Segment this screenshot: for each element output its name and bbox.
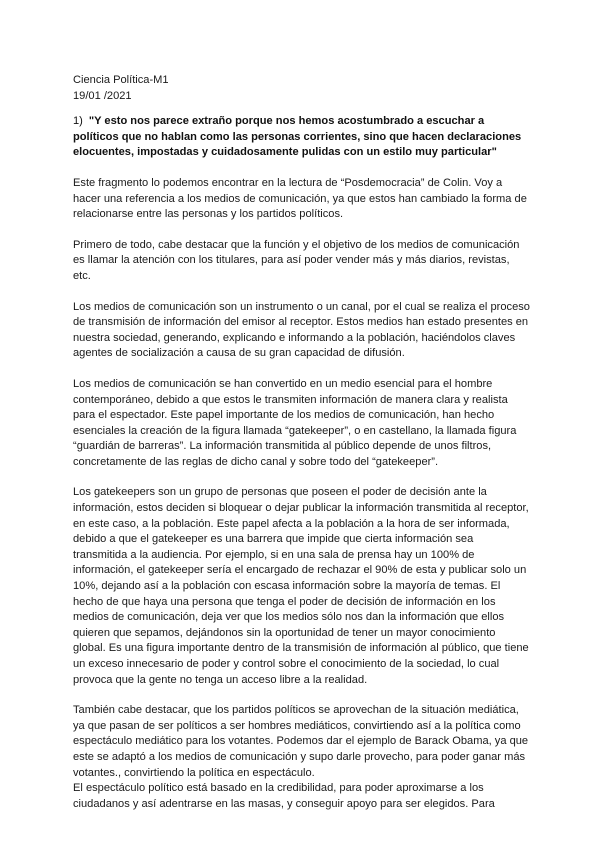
course-name: Ciencia Política-M1 [73,74,169,86]
document-date: 19/01 /2021 [73,89,132,102]
paragraph-political-spectacle: El espectáculo político está basado en la credibilidad, para poder aproximarse a los ciudadanos y así adentrarse en las masas, y conseguir apoyo para ser elegidos. Para [73,782,495,810]
paragraph-media-definition: Los medios de comunicación son un instrumento o un canal, por el cual se realiza el proceso de transmisión de información del emisor al receptor. Estos medios han estado presentes en nuestra sociedad, generando, explicando e informando a la población, haciéndolos claves agentes de socialización a causa de su gran capacidad de difusión. [73,300,530,360]
paragraph-gatekeepers: Los gatekeepers son un grupo de personas que poseen el poder de decisión ante la información, estos deciden si bloquear o dejar publicar la información transmitida al receptor, en este caso, a la población. Este papel afecta a la población a la hora de ser informada, debido a que el gatekeeper es una barrera que impide que cierta información sea transmitida a la audiencia. Por ejemplo, si en una sala de prensa hay un 100% de información, el gatekeeper sería el encargado de rechazar el 90% de esta y publicar solo un 10%, dejando así a la población con escasa información sobre la mayoría de temas. El hecho de que haya una persona que tenga el poder de decisión de información en los medios de comunicación, deja ver que los medios sólo nos dan la información que ellos quieren que sepamos, dejándonos sin la oportunidad de tener un mayor conocimiento global. Es una figura importante dentro de la transmisión de información al público, que tiene un exceso innecesario de poder y control sobre el conocimiento de la sociedad, lo cual provoca que la gente no tenga un acceso libre a la realidad. [73,486,529,686]
paragraph-media-function: Primero de todo, cabe destacar que la función y el objetivo de los medios de comunicación es llamar la atención con los titulares, para así poder vender más y más diarios, revistas, etc. [73,238,520,282]
paragraph-intro: Este fragmento lo podemos encontrar en la lectura de “Posdemocracia” de Colin. Voy a hacer una referencia a los medios de comunicación, ya que estos han cambiado la forma de relacionarse entre las personas y los partidos políticos. [73,176,527,221]
paragraph-gatekeeper-intro: Los medios de comunicación se han convertido en un medio esencial para el hombre contemporáneo, debido a que estos le transmiten información de manera clara y realista para el espectador. Este papel importante de los medios de comunicación, han hecho esenciales la creación de la figura llamada “gatekeeper”, o en castellano, la llamada figura “guardián de barreras”. La información transmitida al público depende de unos filtros, concretamente de las reglas de dicho canal y sobre todo del “gatekeeper”. [73,377,517,468]
question-text: "Y esto nos parece extraño porque nos hemos acostumbrado a escuchar a políticos que no hablan como las personas corrientes, sino que hacen declaraciones elocuentes, impostadas y cuidadosamente pulidas con un estilo muy particular" [73,115,522,159]
paragraph-political-parties: También cabe destacar, que los partidos políticos se aprovechan de la situación mediática, ya que pasan de ser políticos a ser hombres mediáticos, convirtiendo así a la política como espectáculo mediático para los votantes. Podemos dar el ejemplo de Barack Obama, ya que este se adaptó a los medios de comunicación y supo darle provecho, para poder ganar más votantes., convirtiendo la política en espectáculo. [73,704,529,779]
question-quote [73,114,530,161]
question-number: 1) [73,115,83,128]
